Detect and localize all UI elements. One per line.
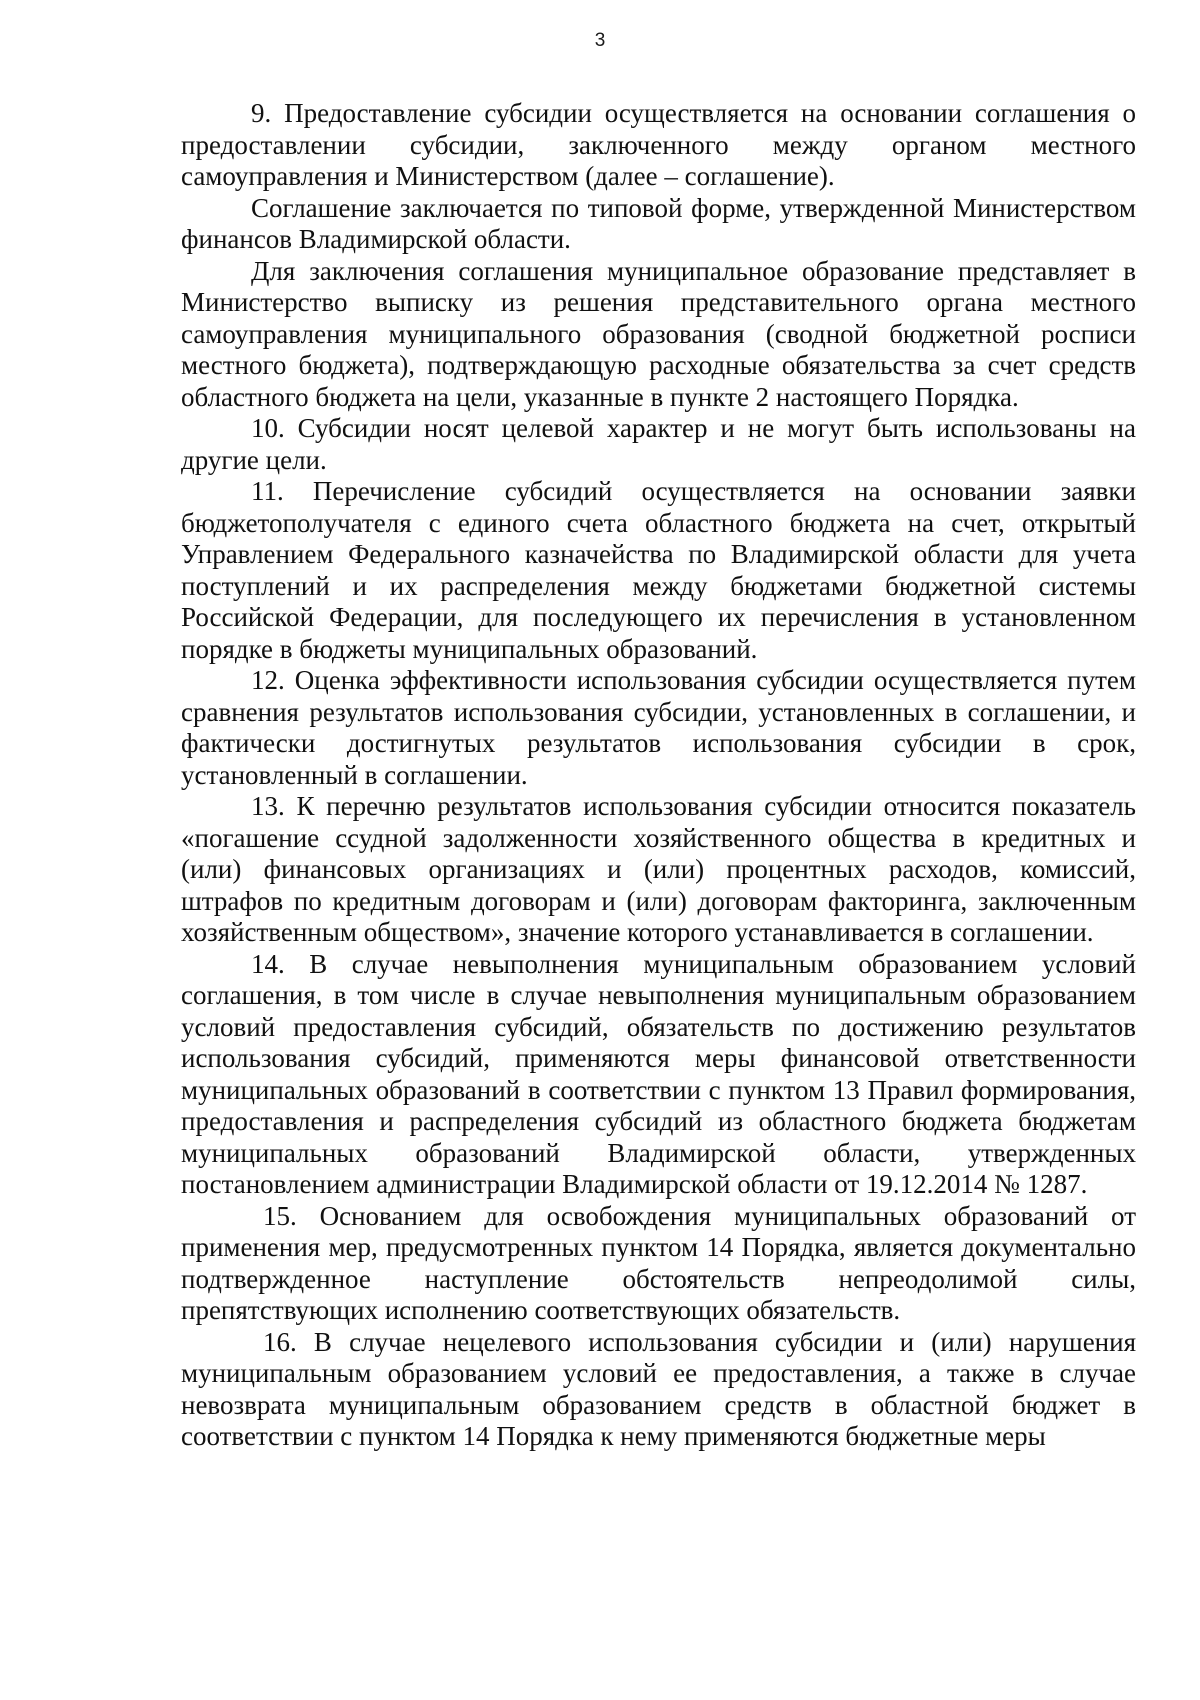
- paragraph-10: 10. Субсидии носят целевой характер и не могут быть использованы на другие цели.: [181, 413, 1136, 475]
- paragraph-13: 13. К перечню результатов использования субсидии относится показатель «погашение ссудной задолженности хозяйственного общества в кредитных и (или) финансовых организациях и (или) процентных расходов, комиссий, штрафов по кредитным договорам и (или) договорам факторинга, заключенным хозяйственным обществом», значение которого устанавливается в соглашении.: [181, 791, 1136, 947]
- page-number: 3: [594, 30, 606, 51]
- paragraph-agreement-form: Соглашение заключается по типовой форме, утвержденной Министерством финансов Владимирской области.: [181, 192, 1136, 254]
- paragraph-15: 15. Основанием для освобождения муниципальных образований от применения мер, предусмотренных пунктом 14 Порядка, является документально подтвержденное наступление обстоятельств непреодолимой силы, препятствующих исполнению соответствующих обязательств.: [181, 1200, 1136, 1325]
- paragraph-12: 12. Оценка эффективности использования субсидии осуществляется путем сравнения результатов использования субсидии, установленных в соглашении, и фактически достигнутых результатов использования субсидии в срок, установленный в соглашении.: [181, 665, 1136, 790]
- paragraph-14: 14. В случае невыполнения муниципальным образованием условий соглашения, в том числе в случае невыполнения муниципальным образованием условий предоставления субсидий, обязательств по достижению результатов использования субсидий, применяются меры финансовой ответственности муниципальных образований в соответствии с пунктом 13 Правил формирования, предоставления и распределения субсидий из областного бюджета бюджетам муниципальных образований Владимирской области, утвержденных постановлением администрации Владимирской области от 19.12.2014 № 1287.: [181, 948, 1136, 1199]
- paragraph-11: 11. Перечисление субсидий осуществляется на основании заявки бюджетополучателя с единого счета областного бюджета на счет, открытый Управлением Федерального казначейства по Владимирской области для учета поступлений и их распределения между бюджетами бюджетной системы Российской Федерации, для последующего их перечисления в установленном порядке в бюджеты муниципальных образований.: [181, 476, 1136, 664]
- document-body: [181, 98, 1136, 1453]
- paragraph-agreement-conclusion: Для заключения соглашения муниципальное образование представляет в Министерство выписку из решения представительного органа местного самоуправления муниципального образования (сводной бюджетной росписи местного бюджета), подтверждающую расходные обязательства за счет средств областного бюджета на цели, указанные в пункте 2 настоящего Порядка.: [181, 255, 1136, 412]
- paragraph-9: 9. Предоставление субсидии осуществляется на основании соглашения о предоставлении субсидии, заключенного между органом местного самоуправления и Министерством (далее – соглашение).: [181, 98, 1136, 191]
- paragraph-16: 16. В случае нецелевого использования субсидии и (или) нарушения муниципальным образованием условий ее предоставления, а также в случае невозврата муниципальным образованием средств в областной бюджет в соответствии с пунктом 14 Порядка к нему применяются бюджетные меры: [181, 1326, 1136, 1451]
